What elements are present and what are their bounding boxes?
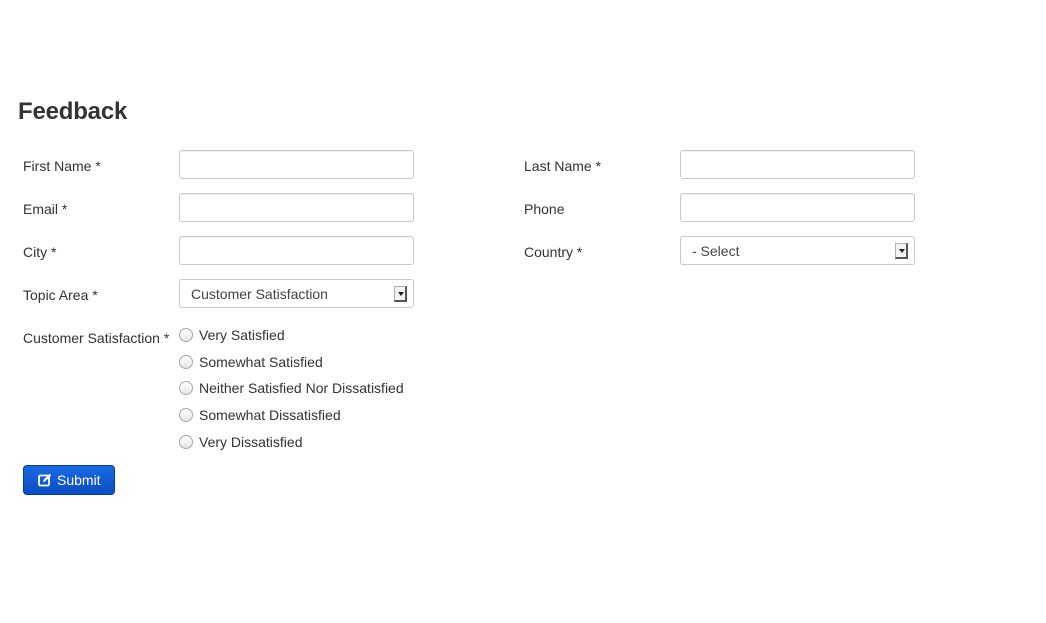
customer-satisfaction-label: Customer Satisfaction * [23, 330, 170, 346]
radio-option-label: Very Dissatisfied [199, 434, 303, 450]
radio-option-label: Somewhat Dissatisfied [199, 407, 341, 423]
country-select-value: - Select [692, 243, 740, 259]
edit-icon [38, 473, 52, 487]
first-name-label: First Name * [23, 158, 101, 174]
last-name-label: Last Name * [524, 158, 602, 174]
phone-label: Phone [524, 201, 565, 217]
topic-area-select-value: Customer Satisfaction [191, 286, 328, 302]
radio-button[interactable] [179, 381, 193, 395]
country-select[interactable] [680, 236, 915, 265]
chevron-down-icon [895, 243, 908, 259]
submit-button[interactable] [23, 465, 115, 495]
country-label: Country * [524, 244, 583, 260]
radio-option-label: Somewhat Satisfied [199, 354, 323, 370]
last-name-field[interactable] [680, 150, 915, 179]
phone-field[interactable] [680, 193, 915, 222]
submit-label: Submit [57, 472, 101, 488]
first-name-field[interactable] [179, 150, 414, 179]
radio-button[interactable] [179, 355, 193, 369]
city-field[interactable] [179, 236, 414, 265]
radio-option-label: Very Satisfied [199, 327, 285, 343]
radio-button[interactable] [179, 408, 193, 422]
email-field[interactable] [179, 193, 414, 222]
radio-button[interactable] [179, 328, 193, 342]
chevron-down-icon [394, 286, 407, 302]
radio-button[interactable] [179, 435, 193, 449]
email-label: Email * [23, 201, 68, 217]
radio-option-label: Neither Satisfied Nor Dissatisfied [199, 380, 404, 396]
topic-area-select[interactable] [179, 279, 414, 308]
page-title: Feedback [18, 98, 128, 125]
city-label: City * [23, 244, 57, 260]
topic-area-label: Topic Area * [23, 287, 98, 303]
